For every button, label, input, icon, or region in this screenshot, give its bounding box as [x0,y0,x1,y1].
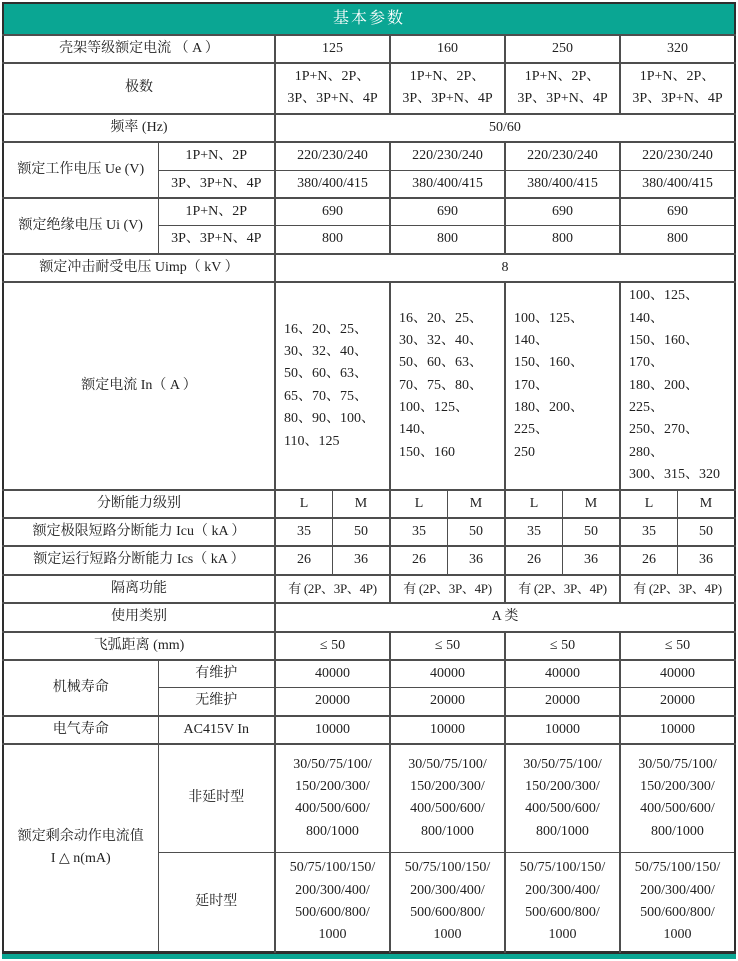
cell-breaking-capacity-class-6: M [563,490,621,518]
table-row-impulse-withstand-voltage [3,254,735,282]
cell-arc-distance-2: ≤ 50 [390,632,505,660]
row-label-icu: 额定极限短路分断能力 Icu（ kA ） [3,518,275,546]
cell-residual-current-delay-4: 50/75/100/150/ 200/300/400/ 500/600/800/ 1000 [620,852,735,952]
row-label-ui: 额定绝缘电压 Ui (V) [3,198,158,254]
cell-rated-working-voltage-1-1: 1P+N、2P [158,142,275,170]
cell-rated-insulation-voltage-2-0: 3P、3P+N、4P [158,226,275,254]
cell-frame-rated-current-4: 320 [620,35,735,63]
cell-rated-working-voltage-1-3: 220/230/240 [390,142,505,170]
cell-mechanical-life-2-2: 20000 [390,688,505,716]
cell-mechanical-life-1-2: 40000 [275,660,390,688]
cell-rated-insulation-voltage-2-3: 800 [505,226,620,254]
cell-mechanical-life-2-4: 20000 [620,688,735,716]
cell-electrical-life-5: 10000 [620,716,735,744]
cell-ics-1: 26 [275,546,333,574]
cell-electrical-life-3: 10000 [390,716,505,744]
cell-rated-working-voltage-2-2: 380/400/415 [390,170,505,198]
cell-ics-8: 36 [678,546,736,574]
cell-rated-insulation-voltage-1-2: 690 [275,198,390,226]
cell-rated-working-voltage-1-2: 220/230/240 [275,142,390,170]
cell-rated-insulation-voltage-2-2: 800 [390,226,505,254]
cell-residual-current-nondelay-4: 30/50/75/100/ 150/200/300/ 400/500/600/ 800/1000 [505,744,620,852]
cell-residual-current-nondelay-2: 30/50/75/100/ 150/200/300/ 400/500/600/ 800/1000 [275,744,390,852]
cell-electrical-life-4: 10000 [505,716,620,744]
table-row-residual-current-nondelay [3,744,735,852]
cell-mechanical-life-2-3: 20000 [505,688,620,716]
cell-poles-1: 1P+N、2P、 3P、3P+N、4P [275,63,390,114]
cell-ics-4: 36 [448,546,506,574]
cell-ics-2: 36 [333,546,391,574]
cell-rated-insulation-voltage-1-4: 690 [505,198,620,226]
cell-rated-working-voltage-2-1: 380/400/415 [275,170,390,198]
cell-rated-insulation-voltage-1-5: 690 [620,198,735,226]
table-row-rated-insulation-voltage-1 [3,198,735,226]
table-row-poles [3,63,735,114]
cell-mechanical-life-1-5: 40000 [620,660,735,688]
table-title: 基本参数 [3,3,735,35]
table-row-rated-current [3,282,735,490]
spec-table-body [3,3,735,952]
row-label-electrical-life: 电气寿命 [3,716,158,744]
cell-frame-rated-current-2: 160 [390,35,505,63]
cell-icu-8: 50 [678,518,736,546]
spec-table [2,2,736,953]
row-label-frame-rated-current: 壳架等级额定电流 （ A ） [3,35,275,63]
row-label-ue: 额定工作电压 Ue (V) [3,142,158,198]
cell-rated-working-voltage-2-3: 380/400/415 [505,170,620,198]
cell-arc-distance-1: ≤ 50 [275,632,390,660]
cell-ics-7: 26 [620,546,678,574]
table-row-mechanical-life-1 [3,660,735,688]
cell-rated-working-voltage-1-5: 220/230/240 [620,142,735,170]
bottom-accent-bar [2,953,736,959]
table-row-ics [3,546,735,574]
table-row-rated-working-voltage-1 [3,142,735,170]
cell-icu-2: 50 [333,518,391,546]
cell-breaking-capacity-class-5: L [505,490,563,518]
table-row-isolation-function [3,575,735,603]
row-label-frequency: 频率 (Hz) [3,114,275,142]
cell-mechanical-life-2-1: 20000 [275,688,390,716]
row-label-poles: 极数 [3,63,275,114]
cell-ics-6: 36 [563,546,621,574]
cell-residual-current-nondelay-5: 30/50/75/100/ 150/200/300/ 400/500/600/ 800/1000 [620,744,735,852]
row-label-arc-distance: 飞弧距离 (mm) [3,632,275,660]
cell-breaking-capacity-class-2: M [333,490,391,518]
cell-mechanical-life-2-0: 无维护 [158,688,275,716]
cell-icu-1: 35 [275,518,333,546]
cell-icu-7: 35 [620,518,678,546]
cell-rated-insulation-voltage-1-3: 690 [390,198,505,226]
cell-poles-2: 1P+N、2P、 3P、3P+N、4P [390,63,505,114]
cell-isolation-function-2: 有 (2P、3P、4P) [390,575,505,603]
cell-poles-3: 1P+N、2P、 3P、3P+N、4P [505,63,620,114]
cell-poles-4: 1P+N、2P、 3P、3P+N、4P [620,63,735,114]
table-row-arc-distance [3,632,735,660]
cell-arc-distance-4: ≤ 50 [620,632,735,660]
cell-icu-4: 50 [448,518,506,546]
cell-frequency-1: 50/60 [275,114,735,142]
cell-breaking-capacity-class-7: L [620,490,678,518]
row-label-in: 额定电流 In（ A ） [3,282,275,490]
cell-residual-current-delay-0: 延时型 [158,852,275,952]
row-label-category: 使用类别 [3,603,275,631]
cell-rated-insulation-voltage-2-1: 800 [275,226,390,254]
cell-frame-rated-current-1: 125 [275,35,390,63]
row-label-residual-current: 额定剩余动作电流值 I △ n(mA) [3,744,158,952]
cell-electrical-life-2: 10000 [275,716,390,744]
cell-rated-current-4: 100、125、140、 150、160、170、 180、200、225、 250、270、280、 300、315、320 [620,282,735,490]
cell-ics-5: 26 [505,546,563,574]
cell-breaking-capacity-class-4: M [448,490,506,518]
table-row-icu [3,518,735,546]
cell-isolation-function-3: 有 (2P、3P、4P) [505,575,620,603]
cell-breaking-capacity-class-3: L [390,490,448,518]
cell-arc-distance-3: ≤ 50 [505,632,620,660]
cell-rated-working-voltage-2-4: 380/400/415 [620,170,735,198]
row-label-breaking-class: 分断能力级别 [3,490,275,518]
cell-utilization-category-1: A 类 [275,603,735,631]
cell-mechanical-life-1-1: 有维护 [158,660,275,688]
row-label-isolation: 隔离功能 [3,575,275,603]
cell-mechanical-life-1-3: 40000 [390,660,505,688]
table-row-breaking-capacity-class [3,490,735,518]
cell-mechanical-life-1-4: 40000 [505,660,620,688]
cell-rated-current-2: 16、20、25、 30、32、40、 50、60、63、 70、75、80、 100、125、140、 150、160 [390,282,505,490]
table-row-electrical-life [3,716,735,744]
cell-icu-6: 50 [563,518,621,546]
table-row-title-row [3,3,735,35]
cell-breaking-capacity-class-8: M [678,490,736,518]
table-row-frame-rated-current [3,35,735,63]
table-row-utilization-category [3,603,735,631]
cell-isolation-function-1: 有 (2P、3P、4P) [275,575,390,603]
cell-residual-current-nondelay-1: 非延时型 [158,744,275,852]
cell-residual-current-delay-3: 50/75/100/150/ 200/300/400/ 500/600/800/ 1000 [505,852,620,952]
row-label-ics: 额定运行短路分断能力 Ics（ kA ） [3,546,275,574]
cell-icu-5: 35 [505,518,563,546]
cell-icu-3: 35 [390,518,448,546]
cell-breaking-capacity-class-1: L [275,490,333,518]
cell-rated-working-voltage-1-4: 220/230/240 [505,142,620,170]
cell-impulse-withstand-voltage-1: 8 [275,254,735,282]
cell-rated-insulation-voltage-1-1: 1P+N、2P [158,198,275,226]
cell-frame-rated-current-3: 250 [505,35,620,63]
cell-residual-current-delay-1: 50/75/100/150/ 200/300/400/ 500/600/800/ 1000 [275,852,390,952]
cell-rated-current-1: 16、20、25、 30、32、40、 50、60、63、 65、70、75、 80、90、100、 110、125 [275,282,390,490]
row-label-mechanical-life: 机械寿命 [3,660,158,716]
table-row-frequency [3,114,735,142]
cell-rated-insulation-voltage-2-4: 800 [620,226,735,254]
cell-residual-current-nondelay-3: 30/50/75/100/ 150/200/300/ 400/500/600/ 800/1000 [390,744,505,852]
cell-rated-current-3: 100、125、140、 150、160、170、 180、200、225、 250 [505,282,620,490]
cell-isolation-function-4: 有 (2P、3P、4P) [620,575,735,603]
cell-electrical-life-1: AC415V In [158,716,275,744]
row-label-uimp: 额定冲击耐受电压 Uimp（ kV ） [3,254,275,282]
cell-residual-current-delay-2: 50/75/100/150/ 200/300/400/ 500/600/800/ 1000 [390,852,505,952]
cell-rated-working-voltage-2-0: 3P、3P+N、4P [158,170,275,198]
cell-ics-3: 26 [390,546,448,574]
